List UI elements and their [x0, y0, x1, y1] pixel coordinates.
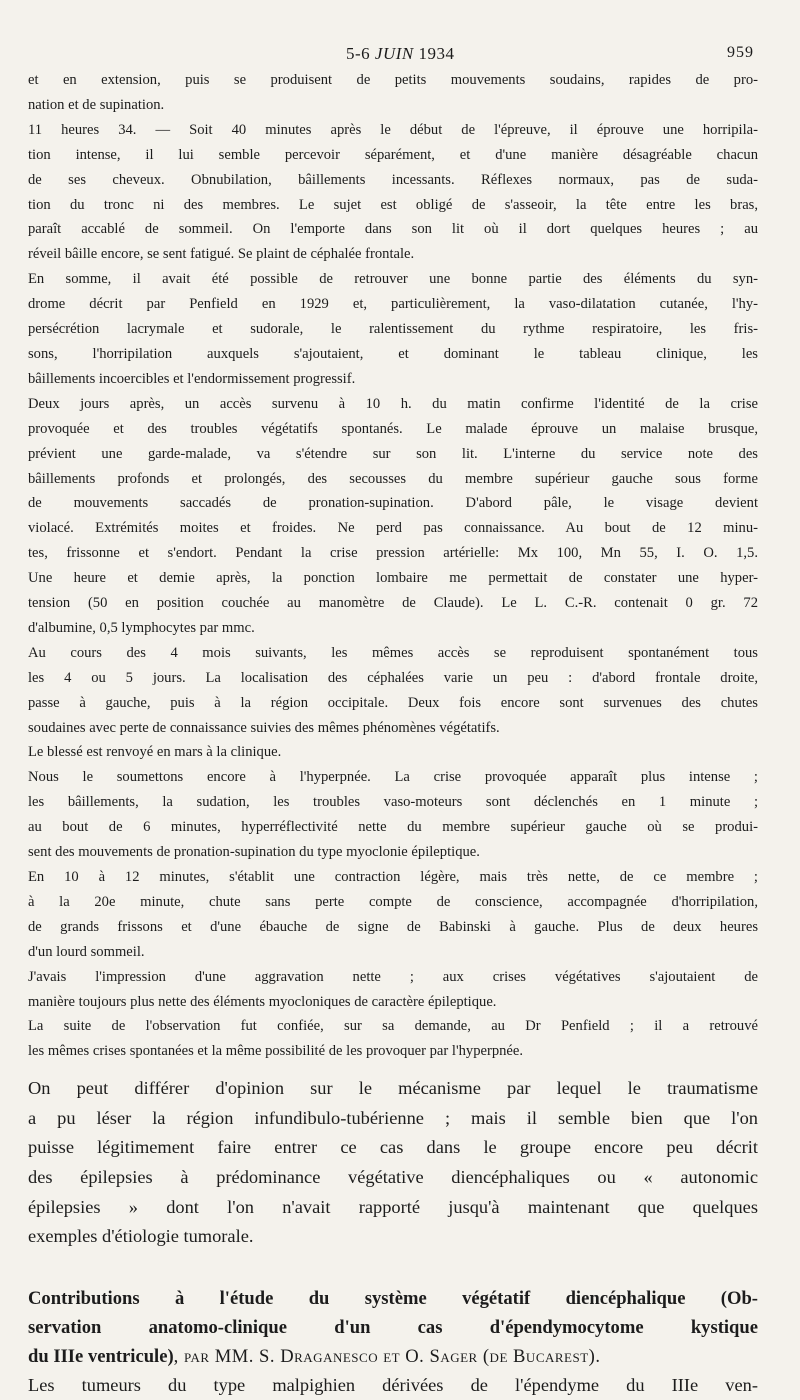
- date-prefix: 5-6: [346, 44, 371, 63]
- text-line: sent des mouvements de pronation-supination du type myoclonie épileptique.: [28, 844, 480, 861]
- observation-text: [28, 68, 758, 1064]
- text-line: d'albumine, 0,5 lymphocytes par mmc.: [28, 619, 255, 636]
- text-line: 11 heures 34. — Soit 40 minutes après le début de l'épreuve, il éprouve une horripila-: [28, 121, 758, 138]
- text-line: soudaines avec perte de connaissance suivies des mêmes phénomènes végétatifs.: [28, 719, 500, 736]
- text-line: La suite de l'observation fut confiée, sur sa demande, au Dr Penfield ; il a retrouvé: [28, 1018, 758, 1035]
- article-title-line: du IIIe ventricule): [28, 1345, 174, 1367]
- page-number: 959: [727, 44, 754, 61]
- text-line: Deux jours après, un accès survenu à 10 h. du matin confirme l'identité de la crise: [28, 395, 758, 412]
- text-line: au bout de 6 minutes, hyperréflectivité nette du membre supérieur gauche où se produi-: [28, 819, 758, 836]
- text-line: à la 20e minute, chute sans perte compte de conscience, accompagnée d'horripilation,: [28, 893, 758, 910]
- text-line: En 10 à 12 minutes, s'établit une contraction légère, mais très nette, de ce membre ;: [28, 869, 758, 885]
- text-line: les mêmes crises spontanées et la même possibilité de les provoquer par l'hyperpnée.: [28, 1043, 524, 1060]
- article-title-line: Contributions à l'étude du système végétatif diencéphalique (Ob-: [28, 1287, 758, 1309]
- article-title-line: servation anatomo-clinique d'un cas d'épendymocytome kystique: [28, 1316, 758, 1338]
- text-line: Au cours des 4 mois suivants, les mêmes accès se reproduisent spontanément tous: [28, 644, 758, 661]
- article-first-line: Les tumeurs du type malpighien dérivées de l'épendyme du IIIe ven-: [28, 1374, 758, 1395]
- text-line: de grands frissons et d'une ébauche de signe de Babinski à gauche. Plus de deux heures: [28, 918, 758, 935]
- conclusion-paragraph: [28, 1074, 758, 1252]
- text-line: provoquée et des troubles végétatifs spontanés. Le malade éprouve un malaise brusque,: [28, 420, 758, 437]
- text-line: et en extension, puis se produisent de petits mouvements soudains, rapides de pro-: [28, 72, 758, 88]
- text-line: bâillements incoercibles et l'endormissement progressif.: [28, 370, 356, 387]
- text-line: tion intense, il lui semble percevoir séparément, et d'une manière désagréable chacun: [28, 146, 758, 163]
- text-line: J'avais l'impression d'une aggravation nette ; aux crises végétatives s'ajoutaient de: [28, 968, 758, 985]
- text-line: tion du tronc ni des membres. Le sujet est obligé de s'asseoir, la tête entre les bras,: [28, 196, 758, 213]
- running-head: [28, 38, 758, 68]
- text-line: sons, l'horripilation auxquels s'ajoutaient, et dominant le tableau clinique, les: [28, 345, 758, 362]
- text-line: les 4 ou 5 jours. La localisation des céphalées varie un peu : d'abord frontale droite,: [28, 669, 758, 686]
- text-line: tension (50 en position couchée au manomètre de Claude). Le L. C.-R. contenait 0 gr. 72: [28, 595, 758, 612]
- text-line: paraît accablé de sommeil. On l'emporte dans son lit où il dort quelques heures ; au: [28, 221, 758, 238]
- text-line: manière toujours plus nette des éléments myocloniques de caractère épileptique.: [28, 993, 497, 1010]
- text-line: exemples d'étiologie tumorale.: [28, 1226, 254, 1247]
- text-line: épilepsies » dont l'on n'avait rapporté jusqu'à maintenant que quelques: [28, 1196, 758, 1217]
- text-line: réveil bâille encore, se sent fatigué. Se plaint de céphalée frontale.: [28, 246, 415, 263]
- date-month: JUIN: [374, 44, 414, 63]
- running-date: [346, 44, 455, 64]
- text-line: persécrétion lacrymale et sudorale, le ralentissement du rythme respiratoire, les fris-: [28, 321, 758, 338]
- text-line: puisse légitimement faire entrer ce cas dans le groupe encore peu décrit: [28, 1137, 758, 1158]
- text-line: En somme, il avait été possible de retrouver une bonne partie des éléments du syn-: [28, 271, 758, 288]
- text-line: Une heure et demie après, la ponction lombaire me permettait de constater une hyper-: [28, 570, 758, 587]
- text-line: prévient une garde-malade, va s'étendre sur son lit. L'interne du service note des: [28, 445, 758, 462]
- text-line: d'un lourd sommeil.: [28, 943, 145, 960]
- text-line: les bâillements, la sudation, les troubles vaso-moteurs sont déclenchés en 1 minute ;: [28, 794, 758, 811]
- next-article-heading: [28, 1284, 758, 1371]
- text-line: a pu léser la région infundibulo-tubérienne ; mais il semble bien que l'on: [28, 1107, 758, 1128]
- article-authors: , par MM. S. Draganesco et O. Sager (de Bucarest).: [173, 1345, 601, 1367]
- text-line: des épilepsies à prédominance végétative diencéphaliques ou « autonomic: [28, 1167, 758, 1188]
- text-line: Nous le soumettons encore à l'hyperpnée. La crise provoquée apparaît plus intense ;: [28, 769, 758, 786]
- text-line: nation et de supination.: [28, 96, 165, 113]
- text-line: tes, frissonne et s'endort. Pendant la crise pression artérielle: Mx 100, Mn 55, I. O. 1,5.: [28, 545, 758, 562]
- text-line: passe à gauche, puis à la région occipitale. Deux fois encore sont survenues des chutes: [28, 694, 758, 711]
- text-line: violacé. Extrémités moites et froides. Ne perd pas connaissance. Au bout de 12 minu-: [28, 520, 758, 537]
- text-line: Le blessé est renvoyé en mars à la clinique.: [28, 744, 282, 761]
- text-line: bâillements profonds et prolongés, des secousses du membre supérieur gauche sous forme: [28, 470, 758, 487]
- text-line: On peut différer d'opinion sur le mécanisme par lequel le traumatisme: [28, 1078, 758, 1099]
- text-line: drome décrit par Penfield en 1929 et, particulièrement, la vaso-dilatation cutanée, l'hy-: [28, 296, 758, 313]
- text-line: de mouvements saccadés de pronation-supination. D'abord pâle, le visage devient: [28, 495, 758, 512]
- date-year: 1934: [418, 44, 455, 63]
- text-line: de ses cheveux. Obnubilation, bâillements incessants. Réflexes normaux, pas de suda-: [28, 171, 758, 188]
